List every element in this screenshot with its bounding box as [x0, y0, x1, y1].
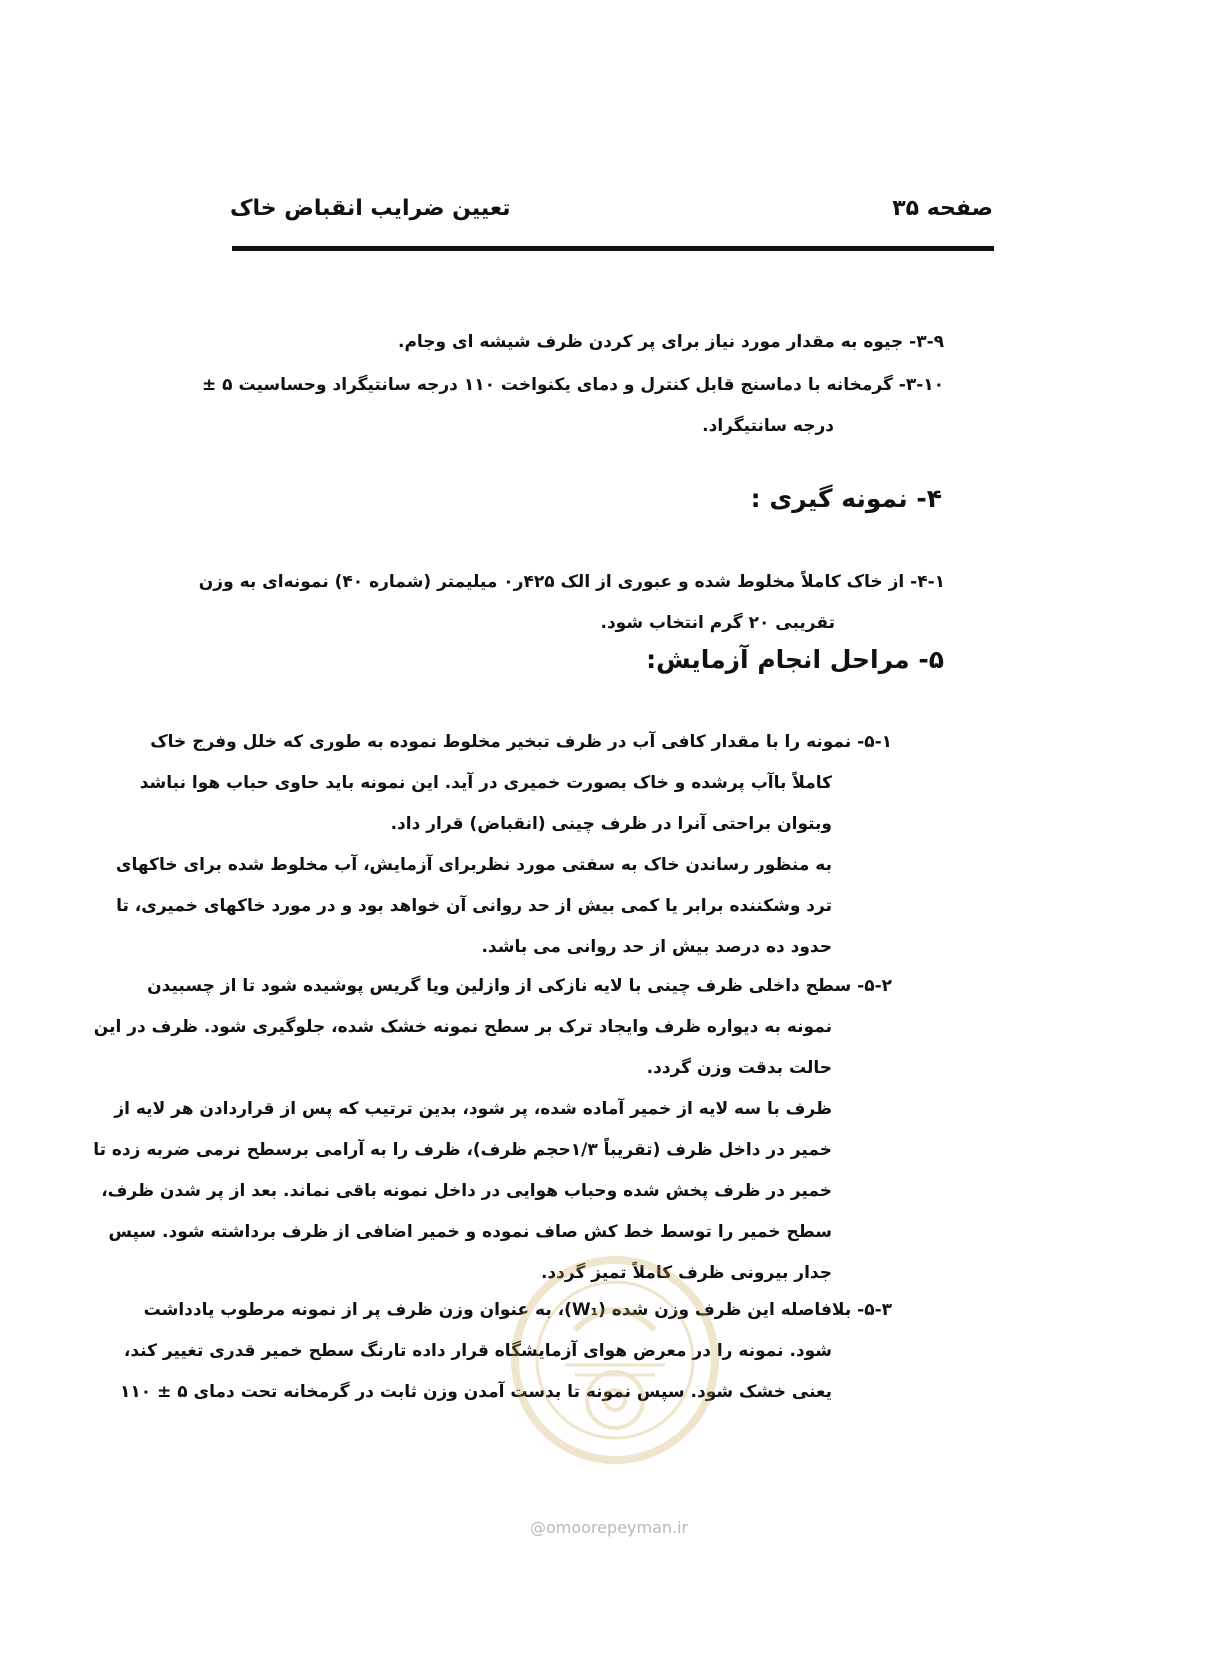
item-5-2-line-7: سطح خمیر را توسط خط کش صاف نموده و خمیر اضافی از ظرف برداشته شود. سپس — [108, 1222, 832, 1242]
item-5-1-line-2: کاملاً باآب پرشده و خاک بصورت خمیری در آید. این نمونه باید حاوی حباب هوا نباشد — [139, 773, 832, 793]
watermark-url: @omoorepeyman.ir — [530, 1518, 689, 1537]
item-5-1-line-1: ۵-۱- نمونه را با مقدار کافی آب در ظرف تبخیر مخلوط نموده به طوری که خلل وفرج خاک — [150, 732, 892, 752]
chapter-title: تعیین ضرایب انقباض خاک — [230, 196, 511, 221]
item-5-2 — [93, 966, 892, 1294]
item-4-1-line-2: تقریبی ۲۰ گرم انتخاب شود. — [600, 613, 835, 633]
heading-test-procedure: ۵- مراحل انجام آزمایش: — [646, 645, 944, 674]
watermark-logo-icon — [505, 1250, 725, 1470]
item-5-3-line-3: یعنی خشک شود. سپس نمونه تا بدست آمدن وزن ثابت در گرمخانه تحت دمای ۵ ± ۱۱۰ — [120, 1382, 832, 1402]
item-3-10-line-1: ۳-۱۰- گرمخانه با دماسنج قابل کنترل و دمای یکنواخت ۱۱۰ درجه سانتیگراد وحساسیت ۵ ± — [201, 375, 944, 395]
item-5-1-line-5: ترد وشکننده برابر یا کمی بیش از حد روانی آن خواهد بود و در مورد خاکهای خمیری، تا — [116, 896, 832, 916]
item-5-1-line-3: وبتوان براحتی آنرا در ظرف چینی (انقباض) قرار داد. — [390, 814, 832, 834]
header-rule — [232, 246, 994, 251]
item-3-10-line-2: درجه سانتیگراد. — [702, 416, 834, 436]
item-3-10 — [201, 365, 944, 447]
heading-sampling: ۴- نمونه گیری : — [750, 484, 942, 513]
item-5-2-line-3: حالت بدقت وزن گردد. — [646, 1058, 832, 1078]
item-5-1-line-6: حدود ده درصد بیش از حد روانی می باشد. — [481, 937, 832, 957]
item-5-2-line-6: خمیر در ظرف پخش شده وحباب هوایی در داخل نمونه باقی نماند. بعد از پر شدن ظرف، — [101, 1181, 832, 1201]
item-4-1 — [198, 562, 945, 644]
item-5-2-line-5: خمیر در داخل ظرف (تقریباً ۱/۳حجم ظرف)، ظرف را به آرامی برسطح نرمی ضربه زده تا — [93, 1140, 832, 1160]
item-5-2-line-2: نمونه به دیواره ظرف وایجاد ترک بر سطح نمونه خشک شده، جلوگیری شود. ظرف در این — [93, 1017, 832, 1037]
item-3-9-text: ۳-۹- جیوه به مقدار مورد نیاز برای پر کردن ظرف شیشه ای وجام. — [398, 332, 944, 352]
item-5-3-line-2: شود. نمونه را در معرض هوای آزمایشگاه قرار داده تارنگ سطح خمیر قدری تغییر کند، — [123, 1341, 832, 1361]
item-4-1-line-1: ۴-۱- از خاک کاملاً مخلوط شده و عبوری از الک ۴۲۵ر۰ میلیمتر (شماره ۴۰) نمونه‌ای به وزن — [198, 572, 945, 592]
item-5-1-line-4: به منظور رساندن خاک به سفتی مورد نظربرای آزمایش، آب مخلوط شده برای خاکهای — [115, 855, 832, 875]
page-header — [230, 196, 993, 232]
item-3-9 — [232, 322, 944, 363]
item-5-3-line-1: ۵-۳- بلافاصله این ظرف وزن شده (W₁)، به عنوان وزن ظرف پر از نمونه مرطوب یادداشت — [143, 1300, 892, 1320]
item-5-2-line-8: جدار بیرونی ظرف کاملاً تمیز گردد. — [540, 1263, 832, 1283]
item-5-2-line-4: ظرف با سه لایه از خمیر آماده شده، پر شود، بدین ترتیب که پس از قراردادن هر لایه از — [114, 1099, 832, 1119]
page-number: صفحه ۳۵ — [892, 196, 993, 221]
item-5-2-line-1: ۵-۲- سطح داخلی ظرف چینی با لایه نازکی از وازلین ویا گریس پوشیده شود تا از چسبیدن — [147, 976, 892, 996]
item-5-1 — [115, 722, 892, 968]
